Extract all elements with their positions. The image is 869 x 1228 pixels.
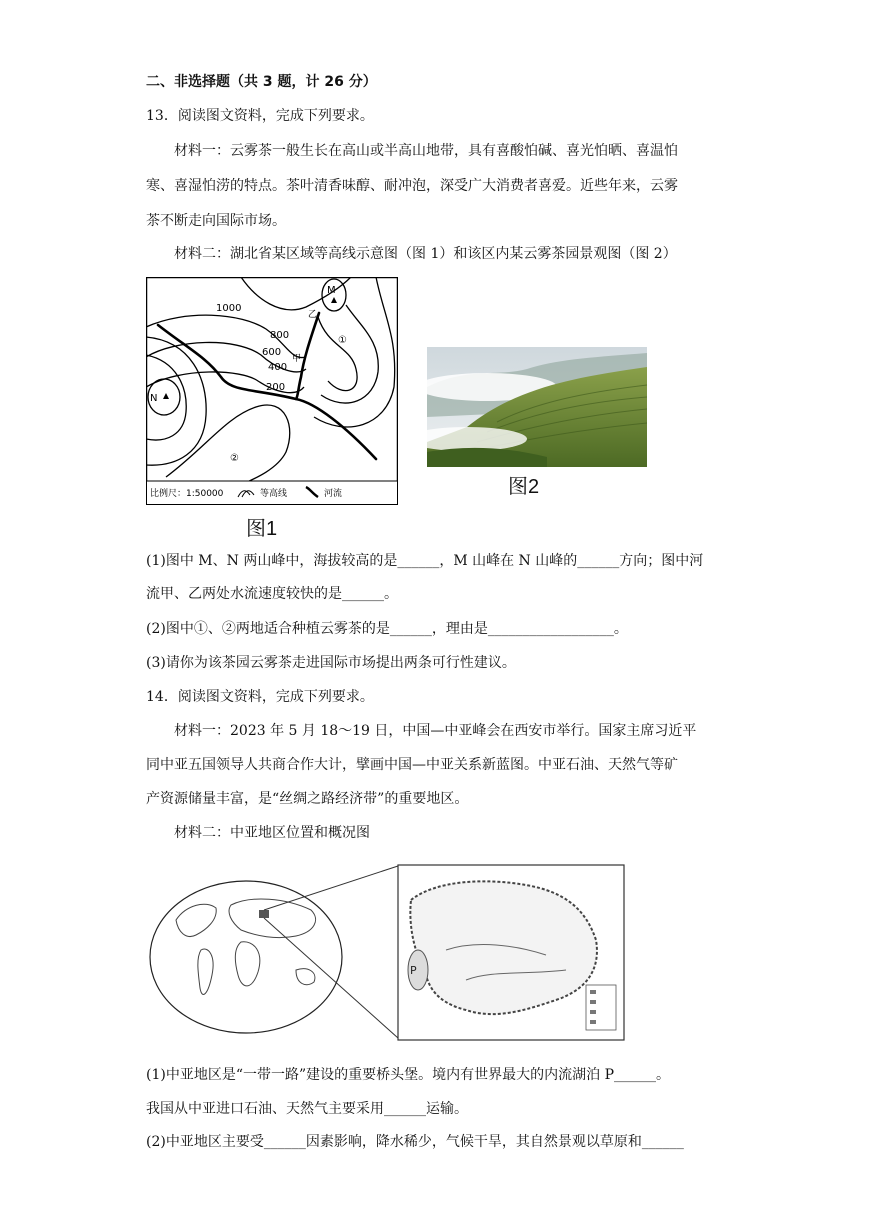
q14-stem: 14．阅读图文资料，完成下列要求。	[146, 689, 374, 705]
q14-part1-line2: 我国从中亚进口石油、天然气主要采用______运输。	[146, 1101, 468, 1117]
point-yi-label: 乙	[308, 310, 318, 320]
tea-garden-photo	[427, 347, 647, 467]
central-asia-highlight	[259, 910, 269, 918]
fig2-caption: 图2	[508, 476, 540, 498]
q14-part1-line1: (1)中亚地区是“一带一路”建设的重要桥头堡。境内有世界最大的内流湖泊 P______。	[146, 1067, 671, 1083]
legend-contour-label: 等高线	[260, 489, 288, 499]
lake-p-label: P	[410, 964, 417, 977]
world-map-oval	[150, 881, 342, 1033]
legend-river-label: 河流	[324, 489, 343, 499]
q14-part2: (2)中亚地区主要受______因素影响，降水稀少，气候干旱，其自然景观以草原和______	[146, 1134, 684, 1150]
q13-stem: 13．阅读图文资料，完成下列要求。	[146, 108, 374, 124]
section-title: 二、非选择题（共 3 题，计 26 分）	[146, 74, 377, 90]
q13-material1-line1: 材料一：云雾茶一般生长在高山或半高山地带，具有喜酸怕碱、喜光怕晒、喜温怕	[174, 143, 678, 159]
q13-part1-line1: (1)图中 M、N 两山峰中，海拔较高的是______，M 山峰在 N 山峰的______方向；图中河	[146, 553, 704, 569]
q14-material1-line3: 产资源储量丰富，是“丝绸之路经济带”的重要地区。	[146, 791, 469, 807]
site-1-label: ①	[338, 335, 347, 346]
q13-part1-line2: 流甲、乙两处水流速度较快的是______。	[146, 586, 398, 602]
q13-part3: (3)请你为该茶园云雾茶走进国际市场提出两条可行性建议。	[146, 655, 516, 671]
contour-label-800: 800	[270, 330, 290, 341]
fig1-caption: 图1	[246, 518, 278, 540]
q14-material2: 材料二：中亚地区位置和概况图	[174, 825, 370, 841]
contour-label-600: 600	[262, 347, 282, 358]
q14-material1-line2: 同中亚五国领导人共商合作大计，擘画中国—中亚关系新蓝图。中亚石油、天然气等矿	[146, 757, 678, 773]
contour-label-1000: 1000	[216, 303, 242, 314]
point-jia-label: 甲	[292, 354, 302, 364]
peak-n-label: N	[150, 393, 158, 404]
contour-label-200: 200	[266, 382, 286, 393]
contour-map-figure	[146, 277, 398, 505]
q14-material1-line1: 材料一：2023 年 5 月 18～19 日，中国—中亚峰会在西安市举行。国家主席习近平	[174, 723, 697, 739]
q13-part2: (2)图中①、②两地适合种植云雾茶的是______，理由是__________________。	[146, 621, 628, 637]
q13-material1-line2: 寒、喜湿怕涝的特点。茶叶清香味醇、耐冲泡，深受广大消费者喜爱。近些年来，云雾	[146, 178, 678, 194]
contour-label-400: 400	[268, 362, 288, 373]
q13-material2: 材料二：湖北省某区域等高线示意图（图 1）和该区内某云雾茶园景观图（图 2）	[174, 246, 677, 262]
q13-material1-line3: 茶不断走向国际市场。	[146, 213, 286, 229]
site-2-label: ②	[230, 453, 239, 464]
peak-m-label: M	[327, 285, 336, 296]
central-asia-map-figure	[146, 860, 626, 1045]
scale-label: 比例尺：1:50000	[150, 489, 224, 499]
